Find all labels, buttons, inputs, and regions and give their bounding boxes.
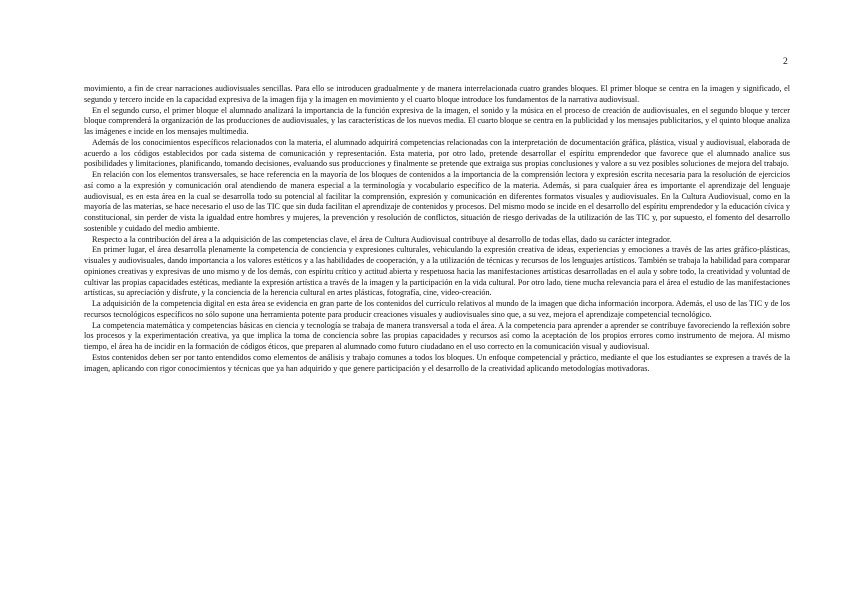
paragraph-digital-competence: La adquisición de la competencia digital en esta área se evidencia en gran parte de los contenidos del currículo relativos al mundo de la imagen que dicha información incorpora. Además, el uso de las TIC y de los recursos tecnológicos específicos no sólo supone una herramienta potente para producir creaciones visuales y audiovisuales sino que, a su vez, mejora el aprendizaje competencial tecnológico. bbox=[84, 299, 790, 319]
paragraph-math-learning: La competencia matemática y competencias básicas en ciencia y tecnología se trabaja de manera transversal a toda el área. A la competencia para aprender a aprender se contribuye favoreciendo la reflexión sobre los procesos y la experimentación creativa, ya que implica la toma de conciencia sobre las propias capacidades y recursos así como la aceptación de los propios errores como instrumento de mejora. Al mismo tiempo, el área ha de incidir en la formación de códigos éticos, que preparen al alumnado como futuro ciudadano en el uso correcto en la comunicación visual y audiovisual. bbox=[84, 320, 790, 351]
body-text bbox=[84, 84, 790, 374]
paragraph-key-competences: Respecto a la contribución del área a la adquisición de las competencias clave, el área de Cultura Audiovisual contribuye al desarrollo de todas ellas, dado su carácter integrador. bbox=[92, 234, 672, 244]
paragraph-contents-approach: Estos contenidos deben ser por tanto entendidos como elementos de análisis y trabajo comunes a todos los bloques. Un enfoque competencial y práctico, mediante el que los estudiantes se expresen a través de la imagen, aplicando con rigor conocimientos y técnicas que ya han adquirido y que genere participación y el desarrollo de la creatividad aplicando metodologías motivadoras. bbox=[84, 352, 790, 373]
paragraph-second-course: En el segundo curso, el primer bloque el alumnado analizará la importancia de la función expresiva de la imagen, el sonido y la música en el proceso de creación de audiovisuales, en el segundo bloque y tercer bloque comprenderá la organización de las producciones de audiovisuales, y las características de los nuevos media. El cuarto bloque se centra en la publicidad y los mensajes publicitarios, y el quinto bloque analiza las imágenes e incide en los mensajes multimedia. bbox=[84, 105, 790, 136]
paragraph-cultural-expression: En primer lugar, el área desarrolla plenamente la competencia de conciencia y expresiones culturales, vehiculando la expresión creativa de ideas, experiencias y emociones a través de las artes gráfico-plásticas, visuales y audiovisuales, dando importancia a los valores estéticos y a las habilidades de cooperación, y a la utilización de técnicas y recursos de los lenguajes artísticos. También se trabaja la habilidad para comparar opiniones creativas y expresivas de uno mismo y de los demás, con espíritu crítico y actitud abierta y respetuosa hacia las manifestaciones artísticas desarrolladas en el aula y sobre todo, la creatividad y voluntad de cultivar las propias capacidades estéticas, mediante la expresión artística a través de la imagen y la participación en la vida cultural. Por otro lado, tiene mucha relevancia para el área el estudio de las manifestaciones artísticas, su apreciación y disfrute, y la conciencia de la herencia cultural en artes plásticas, fotografía, cine, video-creación. bbox=[84, 245, 790, 298]
paragraph-transversal-elements: En relación con los elementos transversales, se hace referencia en la mayoría de los bloques de contenidos a la importancia de la comprensión lectora y expresión escrita necesaria para la resolución de ejercicios así como a la expresión y comunicación oral atendiendo de manera especial a la terminología y vocabulario específico de la materia. Además, si para cualquier área es importante el aprendizaje del lenguaje audiovisual, es en esta área en la cual se desarrolla todo su potencial al facilitar la comprensión, expresión y comunicación en diferentes formatos visuales y audiovisuales. En la Cultura Audiovisual, como en la mayoría de las materias, se hace necesario el uso de las TIC que sin duda facilitan el aprendizaje de contenidos y procesos. Del mismo modo se incide en el desarrollo del espíritu emprendedor y la educación cívica y constitucional, sin perder de vista la igualdad entre hombres y mujeres, la prevención y resolución de conflictos, situación de riesgo derivadas de la utilización de las TIC y, por supuesto, el fomento del desarrollo sostenible y cuidado del medio ambiente. bbox=[84, 170, 790, 233]
paragraph-continuation: movimiento, a fin de crear narraciones audiovisuales sencillas. Para ello se introducen gradualmente y de manera interrelacionada cuatro grandes bloques. El primer bloque se centra en la imagen y significado, el segundo y tercero incide en la capacidad expresiva de la imagen fija y la imagen en movimiento y el cuarto bloque introduce los fundamentos de la narrativa audiovisual. bbox=[84, 84, 790, 104]
paragraph-competencies: Además de los conocimientos específicos relacionados con la materia, el alumnado adquirirá competencias relacionadas con la interpretación de documentación gráfica, plástica, visual y audiovisual, elaborada de acuerdo a los códigos establecidos por cada sistema de comunicación y representación. Esta materia, por otro lado, pretende desarrollar el espíritu emprendedor que favorece que el alumnado analice sus posibilidades y limitaciones, planificando, tomando decisiones, evaluando sus producciones y finalmente se pretende que extraiga sus propias conclusiones y valore a su vez posibles soluciones de mejora del trabajo. bbox=[84, 137, 790, 169]
page-number: 2 bbox=[783, 57, 788, 67]
